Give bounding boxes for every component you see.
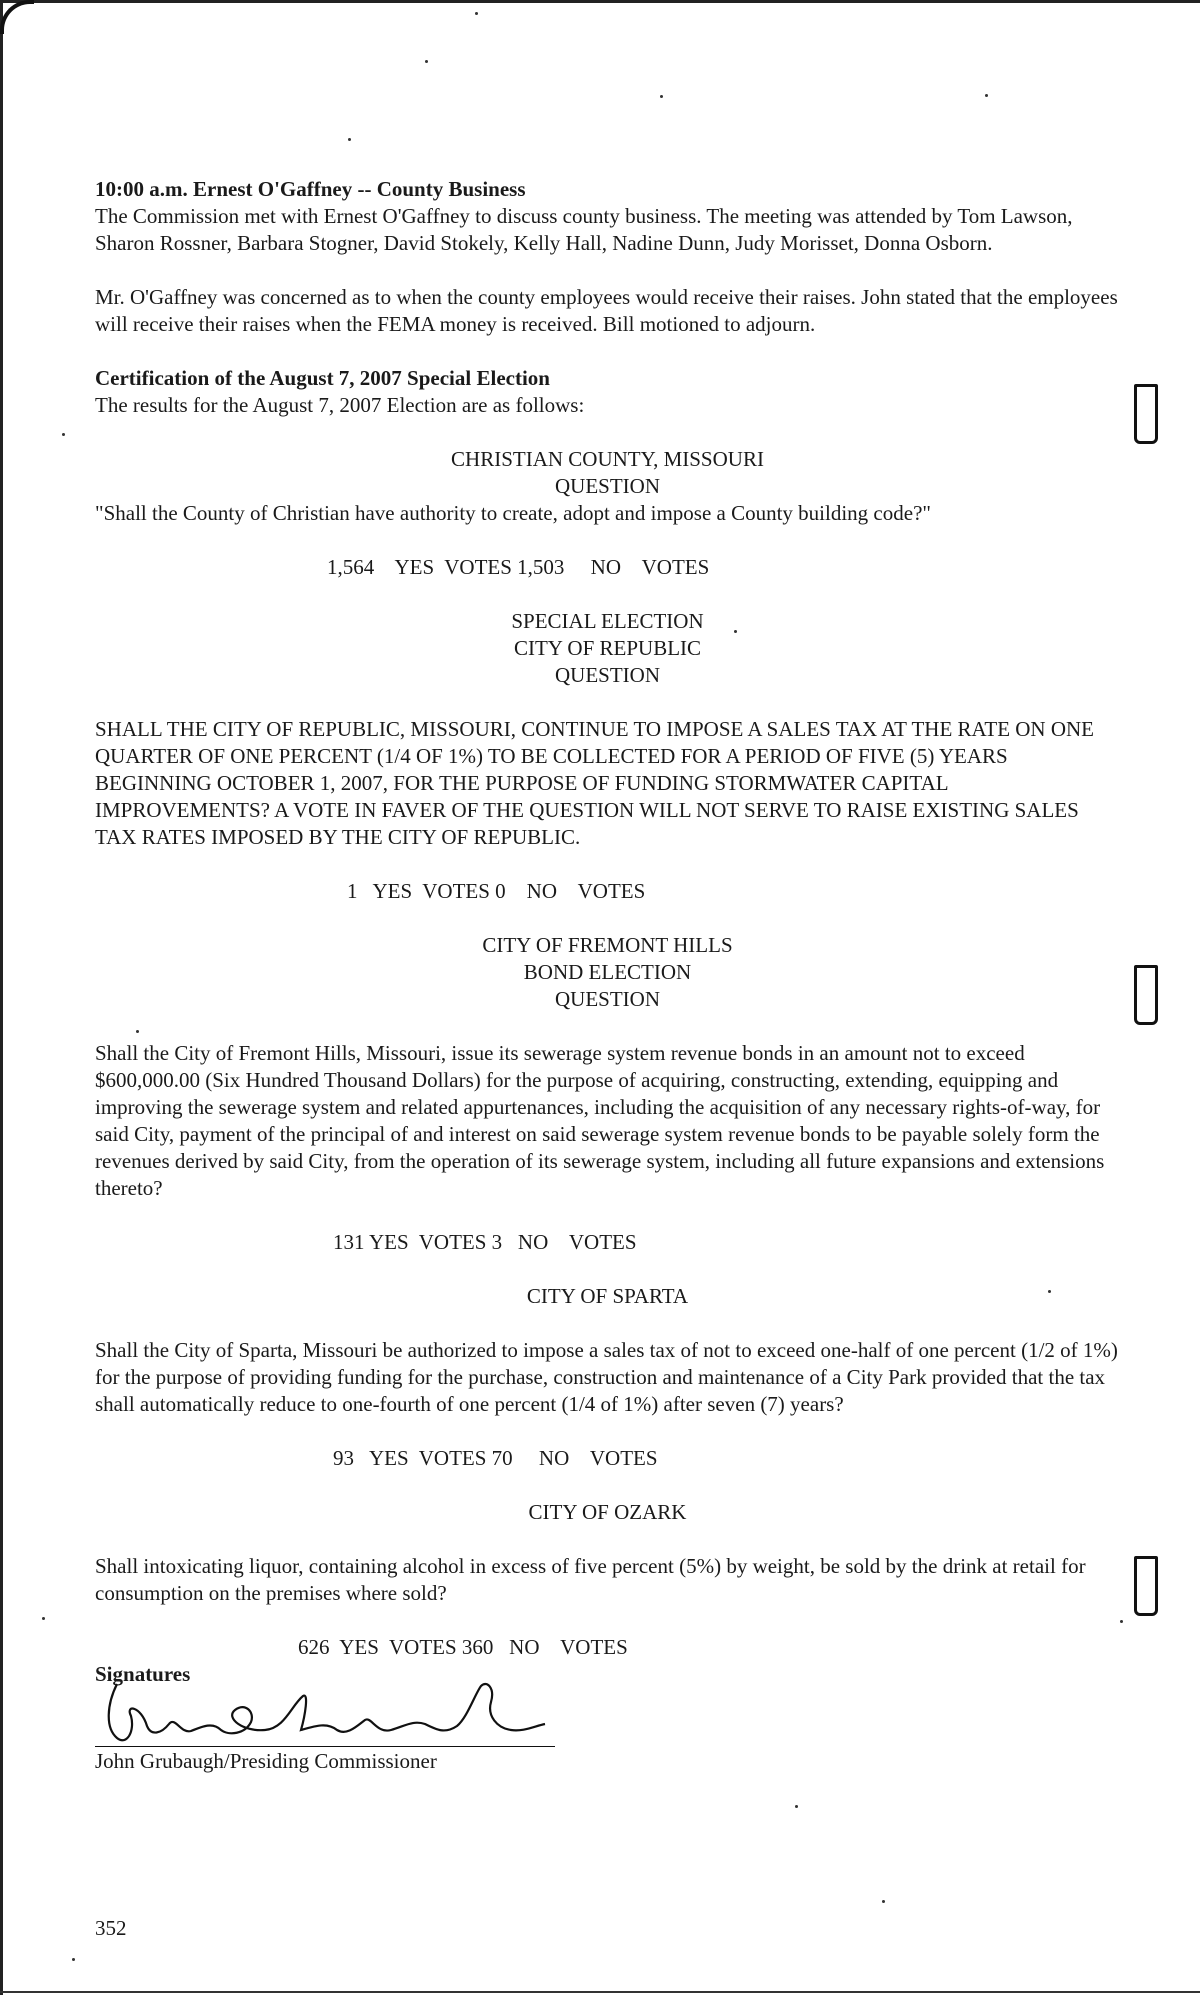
scan-speck: [882, 1900, 885, 1903]
fremont-city-title: CITY OF FREMONT HILLS: [482, 933, 733, 957]
scan-speck: [660, 95, 663, 98]
scan-speck: [62, 433, 65, 436]
ozark-city-title: CITY OF OZARK: [528, 1500, 687, 1524]
sparta-vote-results: 93 YES VOTES 70 NO VOTES: [333, 1446, 658, 1470]
fremont-vote-results: 131 YES VOTES 3 NO VOTES: [333, 1230, 637, 1254]
sparta-question-text: Shall the City of Sparta, Missouri be authorized to impose a sales tax of not to exceed one-half of one percent (1/2 of 1%) for the purpose of providing funding for the purchase, construction and maintenance of a City Park provided that the tax shall automatically reduce to one-fourth of one percent (1/4 of 1%) after seven (7) years?: [95, 1338, 1118, 1416]
scan-speck: [42, 1617, 45, 1620]
fremont-question-label: QUESTION: [555, 987, 660, 1011]
scan-speck: [72, 1958, 75, 1961]
republic-election-type: SPECIAL ELECTION: [511, 609, 704, 633]
sparta-city-title: CITY OF SPARTA: [526, 1284, 689, 1308]
scan-speck: [475, 12, 478, 15]
christian-county-title: CHRISTIAN COUNTY, MISSOURI: [451, 447, 764, 471]
binder-tab-mark: [1134, 384, 1158, 444]
christian-vote-results: 1,564 YES VOTES 1,503 NO VOTES: [327, 555, 710, 579]
signer-name: John Grubaugh/Presiding Commissioner: [95, 1749, 437, 1773]
republic-city-title: CITY OF REPUBLIC: [513, 636, 702, 660]
scan-speck: [795, 1805, 798, 1808]
ozark-question-text: Shall intoxicating liquor, containing alcohol in excess of five percent (5%) by weight, be sold by the drink at retail for consumption on the premises where sold?: [95, 1554, 1086, 1605]
signature-line: [95, 1746, 555, 1747]
binder-tab-mark: [1134, 965, 1158, 1025]
meeting-paragraph: Mr. O'Gaffney was concerned as to when the county employees would receive their raises. John stated that the employees will receive their raises when the FEMA money is received. Bill motioned to adjourn.: [95, 285, 1118, 336]
scan-left-edge: [0, 0, 3, 1995]
handwritten-signature: [95, 1676, 555, 1756]
scan-speck: [985, 94, 988, 97]
scan-speck: [348, 138, 351, 141]
scan-speck: [1120, 1620, 1123, 1623]
certification-intro: The results for the August 7, 2007 Election are as follows:: [95, 393, 585, 417]
minutes-content: [95, 176, 1120, 1773]
republic-question-label: QUESTION: [555, 663, 660, 687]
ozark-vote-results: 626 YES VOTES 360 NO VOTES: [298, 1635, 628, 1659]
fremont-election-type: BOND ELECTION: [523, 960, 692, 984]
christian-question-text: "Shall the County of Christian have authority to create, adopt and impose a County building code?": [95, 501, 931, 525]
binder-tab-mark: [1134, 1556, 1158, 1616]
certification-heading: Certification of the August 7, 2007 Special Election: [95, 366, 550, 390]
fremont-question-text: Shall the City of Fremont Hills, Missouri, issue its sewerage system revenue bonds in an amount not to exceed $600,000.00 (Six Hundred Thousand Dollars) for the purpose of acquiring, constructing, extending, equipping and improving the sewerage system and related appurtenances, including the acquisition of any necessary rights-of-way, for said City, payment of the principal of and interest on said sewerage system revenue bonds to be payable solely form the revenues derived by said City, from the operation of its sewerage system, including all future expansions and extensions thereto?: [95, 1041, 1105, 1200]
meeting-paragraph: The Commission met with Ernest O'Gaffney to discuss county business. The meeting was attended by Tom Lawson, Sharon Rossner, Barbara Stogner, David Stokely, Kelly Hall, Nadine Dunn, Judy Morisset, Donna Osborn.: [95, 204, 1073, 255]
republic-question-text: SHALL THE CITY OF REPUBLIC, MISSOURI, CONTINUE TO IMPOSE A SALES TAX AT THE RATE ON ONE QUARTER OF ONE PERCENT (1/4 OF 1%) TO BE COLLECTED FOR A PERIOD OF FIVE (5) YEARS BEGINNING OCTOBER 1, 2007, FOR THE PURPOSE OF FUNDING STORMWATER CAPITAL IMPROVEMENTS? A VOTE IN FAVER OF THE QUESTION WILL NOT SERVE TO RAISE EXISTING SALES TAX RATES IMPOSED BY THE CITY OF REPUBLIC.: [95, 717, 1095, 849]
page-number: 352: [95, 1916, 127, 1940]
meeting-heading: 10:00 a.m. Ernest O'Gaffney -- County Business: [95, 177, 526, 201]
scan-speck: [425, 60, 428, 63]
republic-vote-results: 1 YES VOTES 0 NO VOTES: [347, 879, 646, 903]
scan-bottom-edge: [0, 1991, 1200, 1993]
signature-block: [95, 1688, 575, 1773]
scan-top-edge: [0, 0, 1200, 3]
signatures-label: Signatures: [95, 1662, 191, 1686]
page-curl-corner: [0, 0, 34, 34]
christian-question-label: QUESTION: [555, 474, 660, 498]
